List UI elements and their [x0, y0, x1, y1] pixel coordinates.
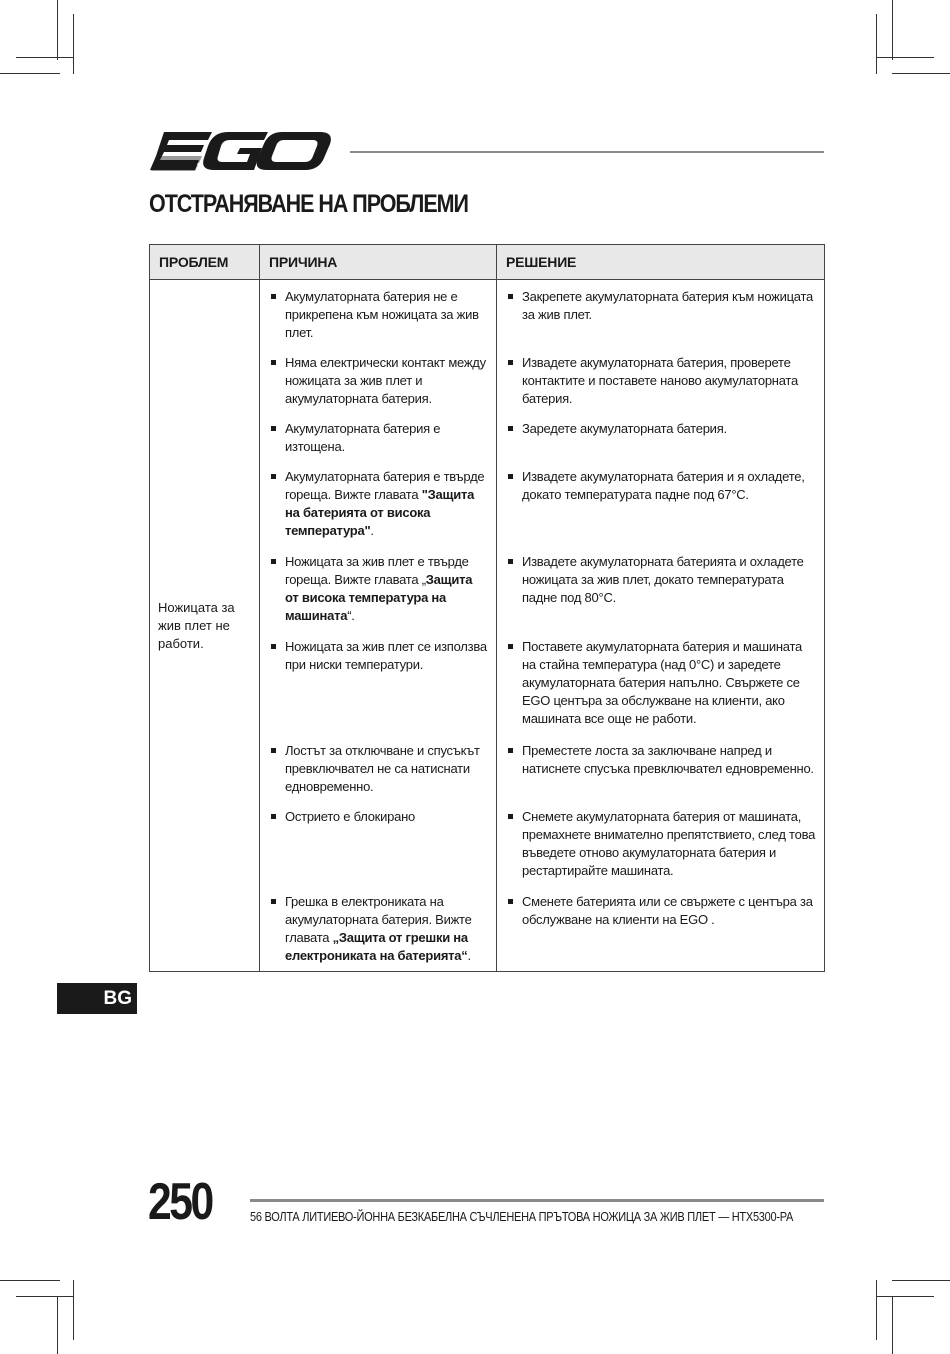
header-solution: РЕШЕНИЕ [497, 245, 825, 280]
page-title: ОТСТРАНЯВАНЕ НА ПРОБЛЕМИ [149, 190, 468, 218]
cause-item: Акумулаторната батерия е твърде гореща. Вижте главата "Защита на батерията от висока температура". [270, 468, 488, 553]
cause-item: Няма електрически контакт между ножицата за жив плет и акумулаторната батерия. [270, 354, 488, 420]
header-rule [350, 151, 824, 153]
problem-cell: Ножицата за жив плет не работи. [150, 280, 260, 972]
table-header-row [150, 245, 825, 280]
solution-item: Извадете акумулаторната батерия, проверете контактите и поставете наново акумулаторната батерия. [507, 354, 816, 420]
solution-item: Поставете акумулаторната батерия и машината на стайна температура (над 0°C) и заредете акумулаторната батерия напълно. Свържете се EGO центъра за обслужване на клиенти, ако машината все още не работи. [507, 638, 816, 742]
crop-mark [892, 73, 950, 74]
language-tab: BG [57, 983, 137, 1014]
crop-mark [892, 1280, 950, 1281]
cause-item: Лостът за отключване и спусъкът превключвател не са натиснати едновременно. [270, 742, 488, 808]
cause-item: Острието е блокирано [270, 808, 488, 893]
crop-mark [73, 1280, 74, 1340]
cause-item: Акумулаторната батерия е изтощена. [270, 420, 488, 468]
solution-item: Извадете акумулаторната батерията и охладете ножицата за жив плет, докато температурата падне под 80°C. [507, 553, 816, 638]
crop-mark [876, 57, 934, 58]
solution-item: Снемете акумулаторната батерия от машината, премахнете внимателно препятствието, след това въведете отново акумулаторната батерия и рестартирайте машината. [507, 808, 816, 893]
cause-item: Акумулаторната батерия не е прикрепена към ножицата за жив плет. [270, 288, 488, 354]
cause-item: Ножицата за жив плет се използва при ниски температури. [270, 638, 488, 742]
cause-item: Ножицата за жив плет е твърде гореща. Вижте главата „Защита от висока температура на машината“. [270, 553, 488, 638]
cause-item: Грешка в електрониката на акумулаторната батерия. Вижте главата „Защита от грешки на електрониката на батерията“. [270, 893, 488, 965]
crop-mark [876, 14, 877, 74]
crop-mark [57, 0, 58, 60]
solution-item: Заредете акумулаторната батерия. [507, 420, 816, 468]
footer-rule [250, 1199, 824, 1202]
crop-mark [876, 1280, 877, 1340]
header-problem: ПРОБЛЕМ [150, 245, 260, 280]
header-cause: ПРИЧИНА [260, 245, 497, 280]
crop-mark [876, 1296, 934, 1297]
crop-mark [16, 1296, 73, 1297]
ego-logo [150, 130, 332, 172]
crop-mark [0, 73, 60, 74]
table-row [150, 280, 825, 972]
troubleshooting-table [149, 244, 825, 972]
page-number: 250 [148, 1173, 212, 1231]
crop-mark [57, 1296, 58, 1354]
crop-mark [892, 0, 893, 60]
crop-mark [16, 57, 73, 58]
cause-cell [260, 280, 497, 972]
crop-mark [892, 1296, 893, 1354]
footer-product-text: 56 ВОЛТА ЛИТИЕВО-ЙОННА БЕЗКАБЕЛНА СЪЧЛЕНЕНА ПРЪТОВА НОЖИЦА ЗА ЖИВ ПЛЕТ — HTX5300-PA [250, 1210, 794, 1224]
crop-mark [0, 1280, 60, 1281]
solution-item: Закрепете акумулаторната батерия към ножицата за жив плет. [507, 288, 816, 354]
solution-cell [497, 280, 825, 972]
crop-mark [73, 14, 74, 74]
solution-item: Извадете акумулаторната батерия и я охладете, докато температурата падне под 67°C. [507, 468, 816, 553]
solution-item: Сменете батерията или се свържете с центъра за обслужване на клиенти на EGO . [507, 893, 816, 965]
solution-item: Преместете лоста за заключване напред и натиснете спусъка превключвател едновременно. [507, 742, 816, 808]
